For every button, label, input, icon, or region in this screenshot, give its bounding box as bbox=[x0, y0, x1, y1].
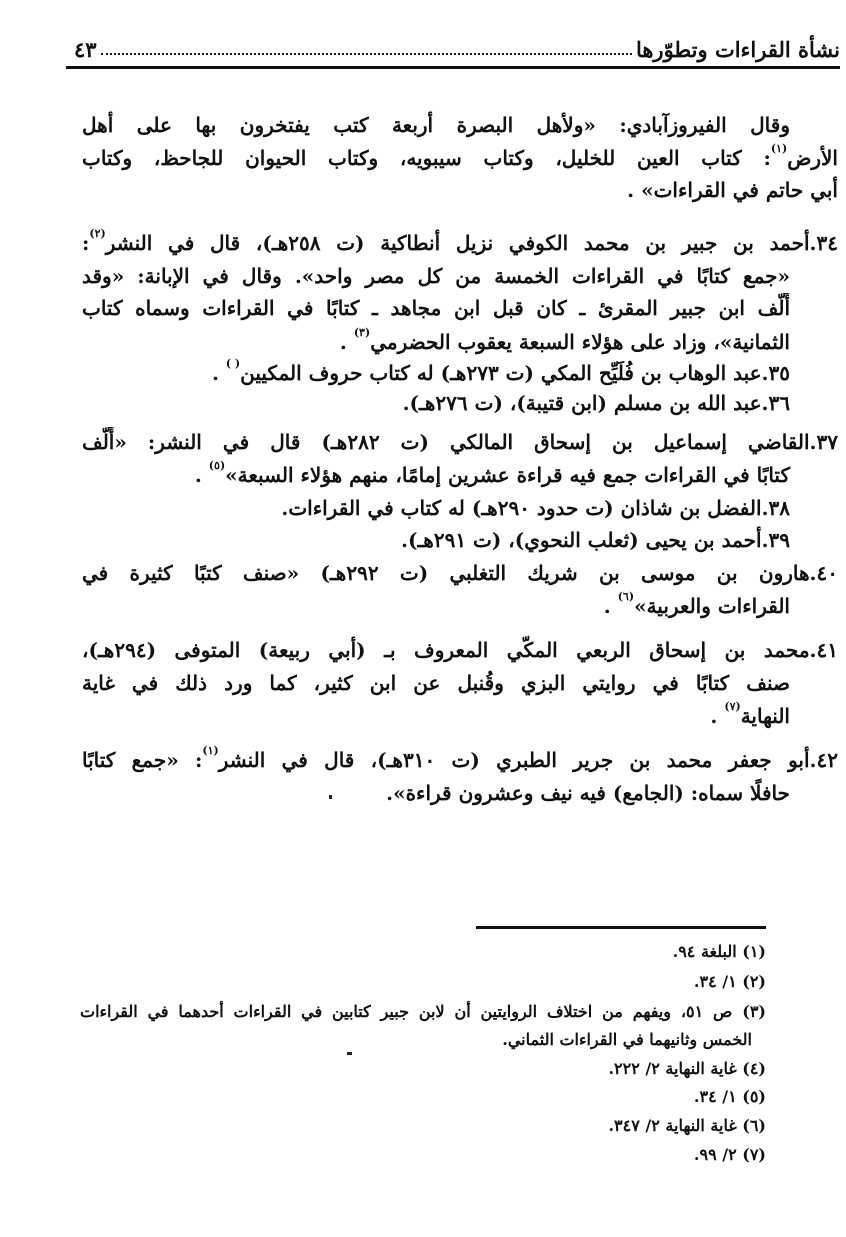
text-line bbox=[82, 558, 838, 588]
scan-speck bbox=[329, 795, 332, 799]
footnote-ref[interactable]: (٢) bbox=[89, 228, 106, 240]
text-line bbox=[82, 143, 838, 173]
text-line bbox=[82, 110, 790, 140]
text-segment: «جمع كتابًا في القراءات الخمسة من كل مصر واحد». وقال في الإبانة: «وقد bbox=[82, 264, 790, 288]
text-segment: القراءات والعربية» bbox=[634, 594, 790, 618]
text-segment: الأرض bbox=[787, 146, 838, 170]
text-segment: ٤١.محمد بن إسحاق الربعي المكّي المعروف بـ (أبي ربيعة) المتوفى (٢٩٤هـ)، bbox=[82, 638, 838, 662]
text-segment: ٣٨.الفضل بن شاذان (ت حدود ٢٩٠هـ) له كتاب في القراءات. bbox=[281, 496, 790, 520]
text-line bbox=[403, 388, 790, 418]
text-segment: ٤٠.هارون بن موسى بن شريك التغلبي (ت ٢٩٢هـ) «صنف كتبًا كثيرة في bbox=[82, 561, 838, 585]
text-line bbox=[82, 635, 838, 665]
footnote: (١) البلغة ٩٤. bbox=[672, 942, 766, 961]
text-segment: . bbox=[194, 463, 209, 487]
text-segment: : «جمع كتابًا bbox=[82, 748, 203, 772]
text-line bbox=[627, 175, 838, 205]
text-segment: . bbox=[339, 330, 354, 354]
text-line bbox=[82, 261, 790, 291]
text-segment: ٣٩.أحمد بن يحيى (ثعلب النحوي)، (ت ٢٩١هـ). bbox=[401, 528, 790, 552]
text-line bbox=[281, 493, 790, 523]
footnote-ref[interactable]: (٦) bbox=[617, 590, 635, 603]
header-title: نشأة القراءات وتطوّرها bbox=[635, 37, 840, 62]
footnote: الخمس وثانيهما في القراءات الثماني. bbox=[502, 1030, 752, 1049]
text-segment: : bbox=[82, 231, 90, 255]
text-line bbox=[401, 525, 790, 555]
text-line bbox=[82, 668, 790, 698]
text-segment: . bbox=[603, 594, 618, 618]
scan-speck bbox=[347, 1052, 352, 1055]
text-segment: ٣٦.عبد الله بن مسلم (ابن قتيبة)، (ت ٢٧٦هـ). bbox=[402, 391, 790, 415]
text-segment: النهاية bbox=[740, 704, 790, 728]
footnote: (٢) ١/ ٣٤. bbox=[693, 972, 766, 991]
text-segment: . bbox=[211, 361, 226, 385]
text-line bbox=[710, 701, 790, 731]
text-line bbox=[82, 745, 838, 775]
text-line bbox=[386, 778, 790, 808]
text-segment: ٣٤.أحمد بن جبير بن محمد الكوفي نزيل أنطاكية (ت ٢٥٨هـ)، قال في النشر bbox=[105, 231, 838, 255]
footnote: (٣) ص ٥١، ويفهم من اختلاف الروايتين أن لابن جبير كتابين في القراءات أحدهما في القراءات bbox=[80, 1002, 766, 1021]
text-segment: : كتاب العين للخليل، وكتاب سيبويه، وكتاب الحيوان للجاحظ، وكتاب bbox=[82, 146, 771, 170]
text-line bbox=[212, 358, 790, 388]
text-segment: أبي حاتم في القراءات» . bbox=[627, 178, 838, 202]
text-line bbox=[82, 427, 838, 457]
text-line bbox=[82, 228, 838, 258]
footnote: (٧) ٢/ ٩٩. bbox=[693, 1145, 766, 1164]
page-number: ٤٣ bbox=[74, 37, 97, 62]
text-segment: حافلًا سماه: (الجامع) فيه نيف وعشرون قراءة». bbox=[386, 781, 790, 805]
footnote-ref[interactable]: (٧) bbox=[724, 700, 741, 713]
text-line bbox=[340, 327, 790, 357]
text-line bbox=[195, 460, 790, 490]
text-segment: . bbox=[710, 704, 725, 728]
text-segment: كتابًا في القراءات جمع فيه قراءة عشرين إمامًا، منهم هؤلاء السبعة» bbox=[225, 463, 790, 487]
text-segment: ٤٢.أبو جعفر محمد بن جرير الطبري (ت ٣١٠هـ)، قال في النشر bbox=[218, 748, 838, 772]
header-rule bbox=[66, 66, 840, 69]
text-segment: وقال الفيروزآبادي: «ولأهل البصرة أربعة كتب يفتخرون بها على أهل bbox=[82, 113, 790, 137]
text-line bbox=[82, 293, 790, 323]
text-segment: صنف كتابًا في روايتي البزي وقُنبل عن ابن كثير، كما ورد ذلك في غاية bbox=[82, 671, 790, 695]
text-segment: أَلّف ابن جبير المقرئ ـ كان قبل ابن مجاهد ـ كتابًا في القراءات وسماه كتاب bbox=[82, 296, 790, 320]
text-segment: الثمانية»، وزاد على هؤلاء السبعة يعقوب الحضرمي bbox=[370, 330, 790, 354]
footnote: (٤) غاية النهاية ٢/ ٢٢٢. bbox=[608, 1059, 766, 1078]
footnote-ref[interactable]: (١) bbox=[202, 745, 219, 757]
text-segment: ٣٥.عبد الوهاب بن فُلَيِّح المكي (ت ٢٧٣هـ) له كتاب حروف المكيين bbox=[240, 361, 790, 385]
footnote: (٦) غاية النهاية ٢/ ٣٤٧. bbox=[608, 1116, 766, 1135]
text-segment: ٣٧.القاضي إسماعيل بن إسحاق المالكي (ت ٢٨٢هـ) قال في النشر: «أَلّف bbox=[82, 430, 838, 454]
footnote-ref[interactable]: ( ) bbox=[225, 357, 241, 370]
header-leader-dots bbox=[101, 53, 632, 55]
footnote-ref[interactable]: (١) bbox=[770, 143, 788, 155]
running-header bbox=[74, 30, 840, 62]
footnote: (٥) ١/ ٣٤. bbox=[693, 1087, 766, 1106]
footnote-separator bbox=[476, 926, 766, 929]
text-line bbox=[604, 591, 790, 621]
footnote-ref[interactable]: (٣) bbox=[353, 326, 371, 339]
footnote-ref[interactable]: (٥) bbox=[208, 459, 226, 472]
